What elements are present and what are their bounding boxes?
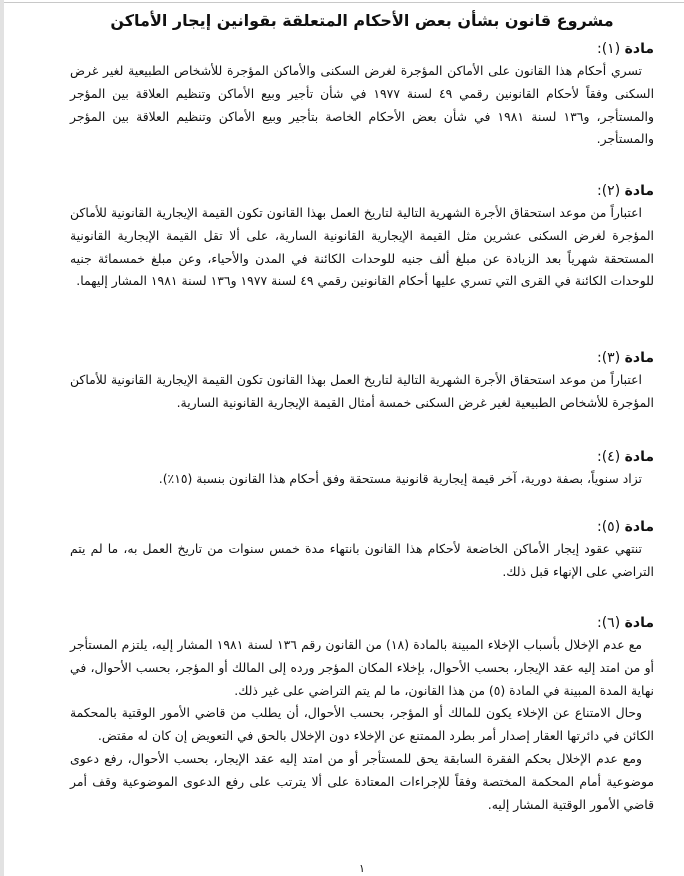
article-1 bbox=[70, 38, 654, 151]
article-heading-colon: : bbox=[596, 41, 602, 57]
article-paragraph: اعتباراً من موعد استحقاق الأجرة الشهرية التالية لتاريخ العمل بهذا القانون تكون القيمة الإيجارية القانونية للأماكن المؤجرة لغرض السكنى عشرين مثل القيمة الإيجارية القانونية السارية، على ألا تقل القيمة الإيجارية القانونية المستحقة شهرياً بعد الزيادة عن مبلغ ألف جنيه للوحدات الكائنة في المدن والأحياء، وعن مبلغ خمسمائة جنيه للوحدات الكائنة في القرى التي تسري عليها أحكام القانونين رقمي ٤٩ لسنة ١٩٧٧ و١٣٦ لسنة ١٩٨١ المشار إليهما. bbox=[70, 205, 654, 289]
article-paragraph: ومع عدم الإخلال بحكم الفقرة السابقة يحق للمستأجر أو من امتد إليه عقد الإيجار، بحسب الأحوال، رفع دعوى موضوعية أمام المحكمة المختصة وفقاً للإجراءات المعتادة على ألا يترتب على رفع الدعوى الموضوعية وقف أمر قاضي الأمور الوقتية المشار إليه. bbox=[70, 750, 654, 812]
document-title: مشروع قانون بشأن بعض الأحكام المتعلقة بقوانين إيجار الأماكن bbox=[110, 11, 614, 30]
article-number: (٤) bbox=[601, 449, 621, 465]
page-left-edge bbox=[0, 0, 4, 876]
article-4 bbox=[70, 446, 654, 491]
article-label: مادة bbox=[624, 615, 654, 631]
article-number: (١) bbox=[601, 41, 621, 57]
article-heading-colon: : bbox=[596, 350, 602, 366]
page-number: ١ bbox=[359, 862, 365, 875]
article-heading-colon: : bbox=[596, 449, 602, 465]
article-6 bbox=[70, 612, 654, 816]
article-heading bbox=[70, 347, 654, 369]
article-number: (٣) bbox=[601, 350, 621, 366]
article-heading bbox=[70, 38, 654, 60]
article-paragraph: وحال الامتناع عن الإخلاء يكون للمالك أو المؤجر، بحسب الأحوال، أن يطلب من قاضي الأمور الوقتية بالمحكمة الكائن في دائرتها العقار إصدار أمر بطرد الممتنع عن الإخلاء دون الإخلال بالحق في التعويض إن كان له مقتض. bbox=[70, 705, 654, 744]
article-number: (٢) bbox=[601, 183, 621, 199]
article-paragraph: تزاد سنوياً، بصفة دورية، آخر قيمة إيجارية قانونية مستحقة وفق أحكام هذا القانون بنسبة (١٥٪). bbox=[158, 471, 642, 486]
article-label: مادة bbox=[624, 449, 654, 465]
article-number: (٦) bbox=[601, 615, 621, 631]
article-heading bbox=[70, 446, 654, 468]
document-page bbox=[70, 0, 655, 875]
article-label: مادة bbox=[624, 41, 654, 57]
article-paragraph: مع عدم الإخلال بأسباب الإخلاء المبينة بالمادة (١٨) من القانون رقم ١٣٦ لسنة ١٩٨١ المشار إليه، يلتزم المستأجر أو من امتد إليه عقد الإيجار، بحسب الأحوال، بإخلاء المكان المؤجر ورده إلى المالك أو المؤجر، بحسب الأحوال، في نهاية المدة المبينة في المادة (٥) من هذا القانون، ما لم يتم التراضي على غير ذلك. bbox=[70, 637, 654, 698]
article-heading-colon: : bbox=[596, 519, 602, 535]
article-heading-colon: : bbox=[596, 615, 602, 631]
article-2 bbox=[70, 180, 654, 293]
article-3 bbox=[70, 347, 654, 415]
article-label: مادة bbox=[624, 519, 654, 535]
article-heading bbox=[70, 612, 654, 634]
article-number: (٥) bbox=[601, 519, 621, 535]
article-heading bbox=[70, 516, 654, 538]
article-label: مادة bbox=[624, 350, 654, 366]
article-heading bbox=[70, 180, 654, 202]
article-heading-colon: : bbox=[596, 183, 602, 199]
article-paragraph: اعتباراً من موعد استحقاق الأجرة الشهرية التالية لتاريخ العمل بهذا القانون تكون القيمة الإيجارية القانونية للأماكن المؤجرة للأشخاص الطبيعية لغير غرض السكنى خمسة أمثال القيمة الإيجارية القانونية السارية. bbox=[70, 372, 654, 410]
article-label: مادة bbox=[624, 183, 654, 199]
article-paragraph: تسري أحكام هذا القانون على الأماكن المؤجرة لغرض السكنى والأماكن المؤجرة للأشخاص الطبيعية لغير غرض السكنى وفقاً لأحكام القانونين رقمي ٤٩ لسنة ١٩٧٧ في شأن تأجير وبيع الأماكن وتنظيم العلاقة بين المؤجر والمستأجر، و١٣٦ لسنة ١٩٨١ في شأن بعض الأحكام الخاصة بتأجير وبيع الأماكن وتنظيم العلاقة بين المؤجر والمستأجر. bbox=[70, 63, 655, 147]
article-5 bbox=[70, 516, 654, 584]
article-paragraph: تنتهي عقود إيجار الأماكن الخاضعة لأحكام هذا القانون بانتهاء مدة خمس سنوات من تاريخ العمل به، ما لم يتم التراضي على الإنهاء قبل ذلك. bbox=[70, 541, 654, 579]
